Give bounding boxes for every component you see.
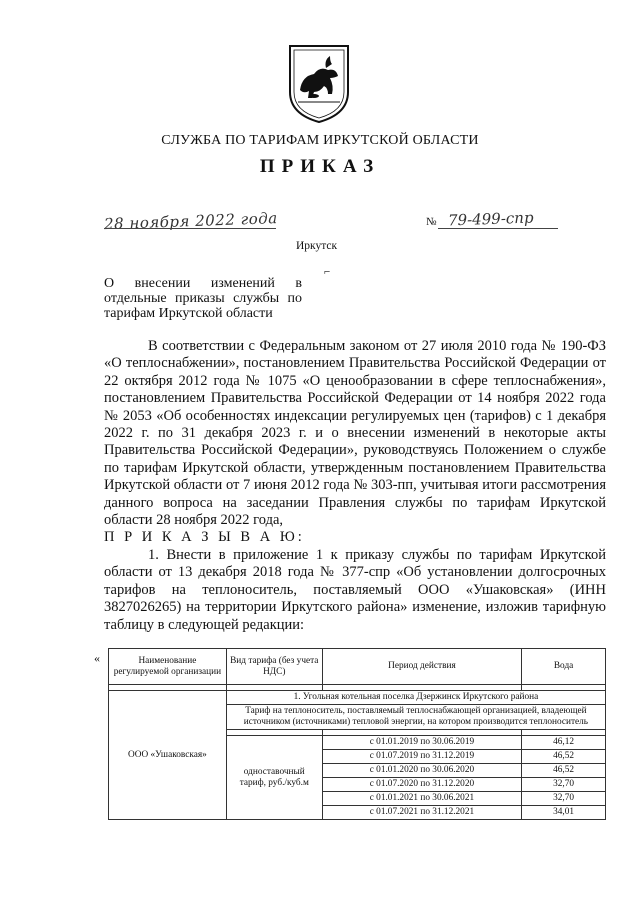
section-row bbox=[109, 691, 606, 705]
period-cell: с 01.07.2019 по 31.12.2019 bbox=[322, 750, 521, 764]
item-1-paragraph: 1. Внести в приложение 1 к приказу службы по тарифам Иркутской области от 13 декабря 2018 года № 377-спр «Об установлении долгосрочных тарифов на теплоноситель, поставляемый ООО «Ушаковская» (ИНН 3827026265) на территории Иркутского района» изменение, изложив тарифную таблицу в следующей редакции: bbox=[104, 546, 606, 633]
value-cell: 32,70 bbox=[522, 792, 606, 806]
header-period: Период действия bbox=[322, 649, 521, 685]
handwritten-date: 28 ноября 2022 года bbox=[103, 209, 278, 234]
open-quote-mark: « bbox=[94, 651, 100, 665]
order-subject: О внесении изменений в отдельные приказы службы по тарифам Иркутской области bbox=[104, 276, 302, 321]
period-cell: с 01.07.2021 по 31.12.2021 bbox=[322, 806, 521, 820]
header-org: Наименование регулируемой организации bbox=[109, 649, 227, 685]
number-underline bbox=[438, 228, 558, 229]
org-name-cell: ООО «Ушаковская» bbox=[109, 691, 227, 820]
header-water: Вода bbox=[522, 649, 606, 685]
order-body bbox=[104, 338, 606, 634]
number-label: № bbox=[426, 216, 437, 228]
subsection-title: Тариф на теплоноситель, поставляемый теплоснабжающей организацией, владеющей источником (источниками) тепловой энергии, на котором производится теплоноситель bbox=[226, 705, 605, 730]
value-cell: 34,01 bbox=[522, 806, 606, 820]
value-cell: 46,52 bbox=[522, 750, 606, 764]
corner-mark: ⌐ bbox=[324, 266, 331, 278]
section-title: 1. Угольная котельная поселка Дзержинск Иркутского района bbox=[226, 691, 605, 705]
agency-name: СЛУЖБА ПО ТАРИФАМ ИРКУТСКОЙ ОБЛАСТИ bbox=[161, 133, 479, 148]
value-cell: 46,52 bbox=[522, 764, 606, 778]
orders-heading: П Р И К А З Ы В А Ю: bbox=[104, 529, 305, 546]
document-title: ПРИКАЗ bbox=[259, 156, 381, 177]
date-underline bbox=[104, 228, 276, 229]
tariff-kind-cell: одноставочный тариф, руб./куб.м bbox=[226, 736, 322, 820]
period-cell: с 01.01.2020 по 30.06.2020 bbox=[322, 764, 521, 778]
city-name: Иркутск bbox=[296, 240, 338, 252]
period-cell: с 01.07.2020 по 31.12.2020 bbox=[322, 778, 521, 792]
preamble-paragraph: В соответствии с Федеральным законом от 27 июля 2010 года № 190-ФЗ «О теплоснабжении», постановлением Правительства Российской Федерации от 22 октября 2012 года № 1075 «О ценообразовании в сфере теплоснабжения», постановлением Правительства Российской Федерации от 14 ноября 2022 года № 2053 «Об особенностях индексации регулируемых цен (тарифов) с 1 декабря 2022 г. по 31 декабря 2023 г. и о внесении изменений в некоторые акты Правительства Российской Федерации», руководствуясь Положением о службе по тарифам Иркутской области, утвержденным постановлением Правительства Иркутской области от 7 июня 2012 года № 303-пп, учитывая итоги рассмотрения данного вопроса на заседании Правления службы по тарифам Иркутской области 28 ноября 2022 года, bbox=[104, 338, 606, 529]
period-cell: с 01.01.2021 по 30.06.2021 bbox=[322, 792, 521, 806]
tariff-table bbox=[108, 648, 606, 820]
table-header-row bbox=[109, 649, 606, 685]
value-cell: 32,70 bbox=[522, 778, 606, 792]
value-cell: 46,12 bbox=[522, 736, 606, 750]
header-tariff-type: Вид тарифа (без учета НДС) bbox=[226, 649, 322, 685]
irkutsk-coat-of-arms-icon bbox=[284, 42, 354, 124]
handwritten-number: 79-499-спр bbox=[447, 208, 534, 230]
period-cell: с 01.01.2019 по 30.06.2019 bbox=[322, 736, 521, 750]
